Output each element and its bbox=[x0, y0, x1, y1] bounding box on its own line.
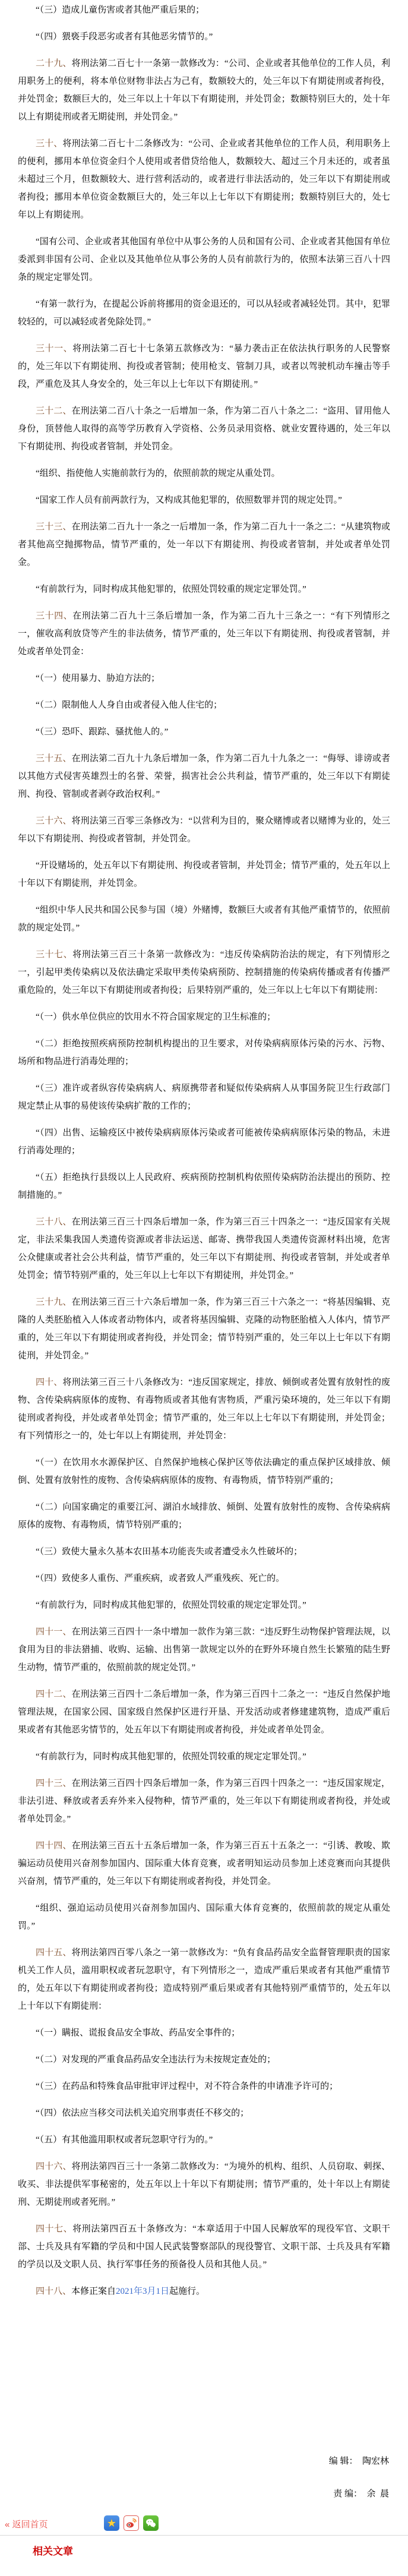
section-number: 四十八、 bbox=[36, 2287, 72, 2296]
paragraph: 四十五、将刑法第四百零八条之一第一款修改为：“负有食品药品安全监督管理职责的国家机关工作人员，滥用职权或者玩忽职守，有下列情形之一，造成严重后果或者有其他严重情节的，处五年以下有期徒刑或者拘役；造成特别严重后果或者有其他特别严重情节的，处五年以上十年以下有期徒刑： bbox=[18, 1948, 390, 2011]
paragraph: “（二）限制他人人身自由或者侵入他人住宅的； bbox=[36, 700, 223, 710]
effective-date: 2021年3月1日 bbox=[116, 2287, 170, 2296]
section-number: 三十五、 bbox=[36, 754, 72, 763]
section-number: 四十七、 bbox=[36, 2224, 73, 2234]
section-number: 四十一、 bbox=[36, 1627, 72, 1637]
paragraph: “（三）恐吓、跟踪、骚扰他人的。” bbox=[36, 727, 169, 737]
footer-divider bbox=[0, 2535, 408, 2536]
section-number: 二十九、 bbox=[36, 59, 72, 68]
paragraph: 四十、将刑法第三百三十八条修改为：“违反国家规定，排放、倾倒或者处置有放射性的废物、含传染病病原体的废物、有毒物质或者其他有害物质，严重污染环境的，处三年以下有期徒刑或者拘役，并处或者单处罚金；情节严重的，处三年以上七年以下有期徒刑，并处罚金；有下列情形之一的，处七年以上有期徒刑，并处罚金： bbox=[18, 1378, 390, 1441]
paragraph: 三十六、将刑法第三百零三条修改为：“以营利为目的，聚众赌博或者以赌博为业的，处三年以下有期徒刑、拘役或者管制，并处罚金。 bbox=[18, 816, 390, 844]
duty-editor-credit bbox=[333, 2485, 389, 2503]
paragraph: 三十四、在刑法第二百九十三条后增加一条，作为第二百九十三条之一：“有下列情形之一，催收高利放贷等产生的非法债务，情节严重的，处三年以下有期徒刑、拘役或者管制，并处或者单处罚金： bbox=[18, 611, 390, 656]
section-number: 四十三、 bbox=[36, 1779, 72, 1788]
paragraph: 三十一、将刑法第二百七十七条第五款修改为：“暴力袭击正在依法执行职务的人民警察的，处三年以下有期徒刑、拘役或者管制；使用枪支、管制刀具，或者以驾驶机动车撞击等手段，严重危及其人身安全的，处三年以上七年以下有期徒刑。” bbox=[18, 344, 390, 389]
section-number: 四十四、 bbox=[36, 1841, 72, 1851]
share-icons bbox=[104, 2515, 159, 2531]
paragraph: “（二）拒绝按照疾病预防控制机构提出的卫生要求，对传染病病原体污染的污水、污物、场所和物品进行消毒处理的； bbox=[18, 1039, 390, 1066]
paragraph: 三十三、在刑法第二百九十一条之一后增加一条，作为第二百九十一条之二：“从建筑物或者其他高空抛掷物品，情节严重的，处一年以下有期徒刑、拘役或者管制，并处或者单处罚金。 bbox=[18, 522, 390, 567]
section-number: 三十七、 bbox=[36, 950, 73, 959]
paragraph: “有前款行为，同时构成其他犯罪的，依照处罚较重的规定定罪处罚。” bbox=[36, 585, 306, 594]
section-number: 三十一、 bbox=[36, 344, 73, 353]
footer-bar bbox=[0, 2514, 408, 2534]
article-body bbox=[18, 1, 390, 2309]
paragraph: “国家工作人员有前两款行为，又构成其他犯罪的，依照数罪并罚的规定处罚。” bbox=[36, 495, 342, 505]
paragraph: “（三）致使大量永久基本农田基本功能丧失或者遭受永久性破坏的； bbox=[36, 1547, 303, 1557]
paragraph: 四十二、在刑法第三百四十二条后增加一条，作为第三百四十二条之一：“违反自然保护地管理法规，在国家公园、国家级自然保护区进行开垦、开发活动或者修建建筑物，造成严重后果或者有其他恶劣情节的，处五年以下有期徒刑或者拘役，并处或者单处罚金。 bbox=[18, 1690, 390, 1735]
paragraph: “（五）拒绝执行县级以上人民政府、疾病预防控制机构依照传染病防治法提出的预防、控制措施的。” bbox=[18, 1173, 390, 1200]
paragraph: “开设赌场的，处五年以下有期徒刑、拘役或者管制，并处罚金；情节严重的，处五年以上十年以下有期徒刑，并处罚金。 bbox=[18, 861, 390, 888]
section-number: 三十六、 bbox=[36, 816, 72, 826]
paragraph: “组织、指使他人实施前款行为的，依照前款的规定从重处罚。 bbox=[36, 469, 280, 478]
paragraph: 三十七、将刑法第三百三十条第一款修改为：“违反传染病防治法的规定，有下列情形之一，引起甲类传染病以及依法确定采取甲类传染病预防、控制措施的传染病传播或者有传播严重危险的，处三年以下有期徒刑或者拘役；后果特别严重的，处三年以上七年以下有期徒刑： bbox=[18, 950, 390, 995]
qzone-star-icon: ★ bbox=[106, 2517, 117, 2529]
section-number: 四十五、 bbox=[36, 1948, 72, 1958]
paragraph: 四十四、在刑法第三百五十五条后增加一条，作为第三百五十五条之一：“引诱、教唆、欺骗运动员使用兴奋剂参加国内、国际重大体育竞赛，或者明知运动员参加上述竞赛而向其提供兴奋剂，情节严重的，处三年以下有期徒刑或者拘役，并处罚金。 bbox=[18, 1841, 390, 1886]
paragraph: 三十二、在刑法第二百八十条之一后增加一条，作为第二百八十条之二：“盗用、冒用他人身份，顶替他人取得的高等学历教育入学资格、公务员录用资格、就业安置待遇的，处三年以下有期徒刑、拘役或者管制，并处罚金。 bbox=[18, 406, 390, 452]
section-number: 三十三、 bbox=[36, 522, 72, 532]
editor-credit bbox=[329, 2452, 389, 2470]
section-number: 三十九、 bbox=[36, 1298, 72, 1307]
paragraph: “（五）有其他滥用职权或者玩忽职守行为的。” bbox=[36, 2135, 213, 2145]
paragraph: “（三）造成儿童伤害或者其他严重后果的； bbox=[36, 5, 205, 15]
related-articles-title: 相关文章 bbox=[33, 2546, 73, 2557]
section-number: 四十六、 bbox=[36, 2162, 72, 2171]
section-number: 四十二、 bbox=[36, 1690, 72, 1699]
section-number: 四十、 bbox=[36, 1378, 63, 1387]
paragraph: 四十一、在刑法第三百四十一条中增加一款作为第三款：“违反野生动物保护管理法规，以食用为目的非法猎捕、收购、运输、出售第一款规定以外的在野外环境自然生长繁殖的陆生野生动物，情节严重的，依照前款的规定处罚。” bbox=[18, 1627, 390, 1672]
paragraph: 三十九、在刑法第三百三十六条后增加一条，作为第三百三十六条之一：“将基因编辑、克隆的人类胚胎植入人体或者动物体内，或者将基因编辑、克隆的动物胚胎植入人体内，情节严重的，处三年以下有期徒刑或者拘役，并处罚金；情节特别严重的，处三年以上七年以下有期徒刑，并处罚金。” bbox=[18, 1298, 390, 1360]
paragraph: “（三）准许或者纵容传染病病人、病原携带者和疑似传染病病人从事国务院卫生行政部门规定禁止从事的易使该传染病扩散的工作的； bbox=[18, 1084, 390, 1111]
paragraph: “（四）致使多人重伤、严重疾病，或者致人严重残疾、死亡的。 bbox=[36, 1574, 285, 1583]
paragraph: “国有公司、企业或者其他国有单位中从事公务的人员和国有公司、企业或者其他国有单位委派到非国有公司、企业以及其他单位从事公务的人员有前款行为的，依照本法第三百八十四条的规定定罪处罚。 bbox=[18, 237, 390, 282]
paragraph: “（一）瞒报、谎报食品安全事故、药品安全事件的； bbox=[36, 2028, 241, 2038]
section-number: 三十、 bbox=[36, 139, 63, 149]
paragraph: “有前款行为，同时构成其他犯罪的，依照处罚较重的规定定罪处罚。” bbox=[36, 1752, 306, 1761]
editor-line: 编 辑： 陶宏林 bbox=[328, 2457, 389, 2466]
paragraph: “（四）依法应当移交司法机关追究刑事责任不移交的； bbox=[36, 2108, 249, 2118]
paragraph: “（四）出售、运输疫区中被传染病病原体污染或者可能被传染病病原体污染的物品，未进行消毒处理的； bbox=[18, 1128, 390, 1156]
paragraph: “有前款行为，同时构成其他犯罪的，依照处罚较重的规定定罪处罚。” bbox=[36, 1600, 306, 1610]
paragraph: “（二）对发现的严重食品药品安全违法行为未按规定查处的； bbox=[36, 2055, 276, 2064]
section-number: 三十二、 bbox=[36, 406, 72, 416]
paragraph: 二十九、将刑法第二百七十一条第一款修改为：“公司、企业或者其他单位的工作人员，利用职务上的便利，将本单位财物非法占为己有，数额较大的，处三年以下有期徒刑或者拘役，并处罚金；数额巨大的，处三年以上十年以下有期徒刑，并处罚金；数额特别巨大的，处十年以上有期徒刑或者无期徒刑，并处罚金。” bbox=[18, 59, 390, 122]
wechat-share-icon[interactable] bbox=[143, 2515, 159, 2531]
section-number: 三十八、 bbox=[36, 1217, 72, 1227]
paragraph: “（一）使用暴力、胁迫方法的； bbox=[36, 674, 160, 683]
paragraph: 四十三、在刑法第三百四十四条后增加一条，作为第三百四十四条之一：“违反国家规定，非法引进、释放或者丢弃外来入侵物种，情节严重的，处三年以下有期徒刑或者拘役，并处或者单处罚金。” bbox=[18, 1779, 390, 1824]
section-number: 三十四、 bbox=[36, 611, 73, 621]
paragraph: “（二）向国家确定的重要江河、湖泊水域排放、倾倒、处置有放射性的废物、含传染病病原体的废物、有毒物质，情节特别严重的； bbox=[18, 1502, 390, 1530]
weibo-share-icon[interactable] bbox=[124, 2515, 139, 2531]
paragraph: “（一）在饮用水水源保护区、自然保护地核心保护区等依法确定的重点保护区域排放、倾倒、处置有放射性的废物、含传染病病原体的废物、有毒物质，情节特别严重的； bbox=[18, 1458, 390, 1485]
paragraph: 四十七、将刑法第四百五十条修改为：“本章适用于中国人民解放军的现役军官、文职干部、士兵及具有军籍的学员和中国人民武装警察部队的现役警官、文职干部、士兵及具有军籍的学员以及文职人员、执行军事任务的预备役人员和其他人员。” bbox=[18, 2224, 390, 2269]
paragraph: “（三）在药品和特殊食品审批审评过程中，对不符合条件的申请准予许可的； bbox=[36, 2082, 339, 2091]
paragraph: “（四）猥亵手段恶劣或者有其他恶劣情节的。” bbox=[36, 32, 213, 42]
weibo-logo-icon bbox=[125, 2517, 137, 2529]
paragraph: 四十八、本修正案自2021年3月1日起施行。 bbox=[36, 2287, 205, 2296]
paragraph: 三十、将刑法第二百七十二条修改为：“公司、企业或者其他单位的工作人员，利用职务上的便利，挪用本单位资金归个人使用或者借贷给他人，数额较大、超过三个月未还的，或者虽未超过三个月，但数额较大、进行营利活动的，或者进行非法活动的，处三年以下有期徒刑或者拘役；挪用本单位资金数额巨大的，处三年以上七年以下有期徒刑；数额特别巨大的，处七年以上有期徒刑。 bbox=[18, 139, 390, 220]
qzone-share-icon[interactable] bbox=[104, 2515, 119, 2531]
wechat-logo-icon bbox=[145, 2517, 157, 2529]
back-to-home-link[interactable]: « 返回首页 bbox=[5, 2520, 48, 2530]
paragraph: “组织中华人民共和国公民参与国（境）外赌博，数额巨大或者有其他严重情节的，依照前款的规定处罚。” bbox=[18, 905, 390, 933]
duty-editor-line: 责 编： 余 晨 bbox=[333, 2489, 389, 2499]
paragraph: 三十八、在刑法第三百三十四条后增加一条，作为第三百三十四条之一：“违反国家有关规定，非法采集我国人类遗传资源或者非法运送、邮寄、携带我国人类遗传资源材料出境，危害公众健康或者社会公共利益，情节严重的，处三年以下有期徒刑、拘役或者管制，并处或者单处罚金；情节特别严重的，处三年以上七年以下有期徒刑，并处罚金。” bbox=[18, 1217, 390, 1280]
paragraph: 三十五、在刑法第二百九十九条后增加一条，作为第二百九十九条之一：“侮辱、诽谤或者以其他方式侵害英雄烈士的名誉、荣誉，损害社会公共利益，情节严重的，处三年以下有期徒刑、拘役、管制或者剥夺政治权利。” bbox=[18, 754, 390, 799]
paragraph: 四十六、将刑法第四百三十一条第二款修改为：“为境外的机构、组织、人员窃取、刺探、收买、非法提供军事秘密的，处五年以上十年以下有期徒刑；情节严重的，处十年以上有期徒刑、无期徒刑或者死刑。” bbox=[18, 2162, 390, 2207]
paragraph: “组织、强迫运动员使用兴奋剂参加国内、国际重大体育竞赛的，依照前款的规定从重处罚。” bbox=[18, 1903, 390, 1931]
paragraph: “（一）供水单位供应的饮用水不符合国家规定的卫生标准的； bbox=[36, 1012, 276, 1022]
paragraph: “有第一款行为，在提起公诉前将挪用的资金退还的，可以从轻或者减轻处罚。其中，犯罪较轻的，可以减轻或者免除处罚。” bbox=[18, 299, 390, 327]
